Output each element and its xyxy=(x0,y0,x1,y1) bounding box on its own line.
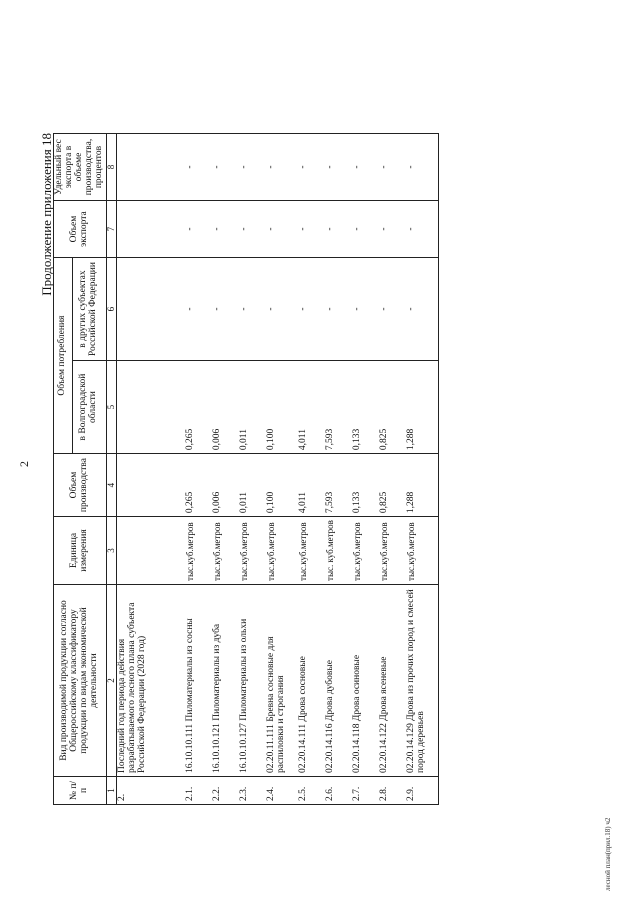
column-number: 7 xyxy=(106,201,116,258)
table-row xyxy=(406,134,439,805)
header-consumption-region: в Волгоградской области xyxy=(73,361,107,454)
consumption-other: - xyxy=(185,258,212,361)
consumption-region: 0,100 xyxy=(266,361,298,454)
column-numbers-row xyxy=(106,134,116,805)
consumption-other: - xyxy=(212,258,239,361)
export-share: - xyxy=(406,134,439,201)
product-name: 02.20.14.111 Дрова сосновые xyxy=(298,584,325,776)
table-row xyxy=(212,134,239,805)
export-volume: - xyxy=(406,201,439,258)
production-volume: 1,288 xyxy=(406,454,439,517)
product-name: 16.10.10.111 Пиломатериалы из сосны xyxy=(185,584,212,776)
row-number: 2.3. xyxy=(239,777,266,805)
header-export-share: Удельный вес экспорта в объеме производства, процентов xyxy=(54,134,107,201)
continuation-label: Продолжение приложения 18 xyxy=(39,133,54,296)
table-row xyxy=(352,134,379,805)
table-row xyxy=(185,134,212,805)
export-share: - xyxy=(352,134,379,201)
column-number: 2 xyxy=(106,584,116,776)
export-share: - xyxy=(185,134,212,201)
consumption-region: 0,006 xyxy=(212,361,239,454)
page-number: 2 xyxy=(17,461,31,467)
unit-cell: тыс. куб.метров xyxy=(325,517,352,585)
unit-cell: тыс.куб.метров xyxy=(212,517,239,585)
column-number: 1 xyxy=(106,777,116,805)
column-number: 6 xyxy=(106,258,116,361)
export-share: - xyxy=(239,134,266,201)
section-title: Последний год периода действия разрабатываемого лесного плана субъекта Российской Федерации (2028 год) xyxy=(117,584,186,776)
product-name: 16.10.10.121 Пиломатериалы из дуба xyxy=(212,584,239,776)
row-number: 2.1. xyxy=(185,777,212,805)
header-row-1 xyxy=(54,134,73,805)
export-share: - xyxy=(212,134,239,201)
column-number: 3 xyxy=(106,517,116,585)
export-volume: - xyxy=(239,201,266,258)
table-row xyxy=(379,134,406,805)
product-name: 02.20.14.116 Дрова дубовые xyxy=(325,584,352,776)
unit-cell: тыс.куб.метров xyxy=(298,517,325,585)
export-volume: - xyxy=(379,201,406,258)
section-row xyxy=(117,134,186,805)
consumption-other: - xyxy=(266,258,298,361)
export-share: - xyxy=(325,134,352,201)
production-table xyxy=(53,133,439,805)
export-share: - xyxy=(298,134,325,201)
export-volume: - xyxy=(298,201,325,258)
consumption-other: - xyxy=(406,258,439,361)
consumption-region: 7,593 xyxy=(325,361,352,454)
export-volume: - xyxy=(325,201,352,258)
header-num: № п/п xyxy=(54,777,107,805)
consumption-region: 0,133 xyxy=(352,361,379,454)
column-number: 8 xyxy=(106,134,116,201)
unit-cell: тыс.куб.метров xyxy=(352,517,379,585)
row-number: 2.2. xyxy=(212,777,239,805)
consumption-region: 1,288 xyxy=(406,361,439,454)
table-cell xyxy=(117,258,186,361)
column-number: 5 xyxy=(106,361,116,454)
table-cell xyxy=(117,454,186,517)
export-volume: - xyxy=(352,201,379,258)
table-row xyxy=(266,134,298,805)
product-name: 02.20.14.118 Дрова осиновые xyxy=(352,584,379,776)
export-share: - xyxy=(266,134,298,201)
export-volume: - xyxy=(185,201,212,258)
row-number: 2.8. xyxy=(379,777,406,805)
table-row xyxy=(298,134,325,805)
row-number: 2.5. xyxy=(298,777,325,805)
table-row xyxy=(325,134,352,805)
export-volume: - xyxy=(266,201,298,258)
column-number: 4 xyxy=(106,454,116,517)
product-name: 02.20.14.129 Дрова из прочих пород и смесей пород деревьев xyxy=(406,584,439,776)
row-number: 2.9. xyxy=(406,777,439,805)
product-name: 02.20.14.122 Дрова ясеневые xyxy=(379,584,406,776)
header-product-type: Вид производимой продукции согласно Общероссийскому классификатору продукции по видам экономической деятельности xyxy=(54,584,107,776)
product-name: 16.10.10.127 Пиломатериалы из ольхи xyxy=(239,584,266,776)
consumption-other: - xyxy=(379,258,406,361)
consumption-other: - xyxy=(239,258,266,361)
section-number: 2. xyxy=(117,777,186,805)
table-cell xyxy=(117,201,186,258)
header-consumption: Объем потребления xyxy=(54,258,73,454)
export-volume: - xyxy=(212,201,239,258)
consumption-region: 0,011 xyxy=(239,361,266,454)
table-cell xyxy=(117,361,186,454)
row-number: 2.6. xyxy=(325,777,352,805)
header-consumption-other: в других субъектах Российской Федерации xyxy=(73,258,107,361)
production-volume: 0,100 xyxy=(266,454,298,517)
consumption-region: 0,265 xyxy=(185,361,212,454)
table-cell xyxy=(117,134,186,201)
unit-cell: тыс.куб.метров xyxy=(379,517,406,585)
product-name: 02.20.11.111 Бревна сосновые для распиловки и строгания xyxy=(266,584,298,776)
header-production: Объем производства xyxy=(54,454,107,517)
production-volume: 0,265 xyxy=(185,454,212,517)
row-number: 2.7. xyxy=(352,777,379,805)
table-row xyxy=(239,134,266,805)
unit-cell: тыс.куб.метров xyxy=(406,517,439,585)
footer-file-label: лесной план(прил.18) ч2 xyxy=(604,817,612,891)
unit-cell: тыс.куб.метров xyxy=(266,517,298,585)
table-cell xyxy=(117,517,186,585)
production-volume: 0,825 xyxy=(379,454,406,517)
row-number: 2.4. xyxy=(266,777,298,805)
header-unit: Единица измерения xyxy=(54,517,107,585)
production-volume: 0,006 xyxy=(212,454,239,517)
unit-cell: тыс.куб.метров xyxy=(239,517,266,585)
production-volume: 0,133 xyxy=(352,454,379,517)
consumption-region: 0,825 xyxy=(379,361,406,454)
consumption-other: - xyxy=(352,258,379,361)
consumption-other: - xyxy=(298,258,325,361)
production-volume: 7,593 xyxy=(325,454,352,517)
production-volume: 4,011 xyxy=(298,454,325,517)
production-volume: 0,011 xyxy=(239,454,266,517)
consumption-region: 4,011 xyxy=(298,361,325,454)
export-share: - xyxy=(379,134,406,201)
consumption-other: - xyxy=(325,258,352,361)
unit-cell: тыс.куб.метров xyxy=(185,517,212,585)
header-export: Объем экспорта xyxy=(54,201,107,258)
